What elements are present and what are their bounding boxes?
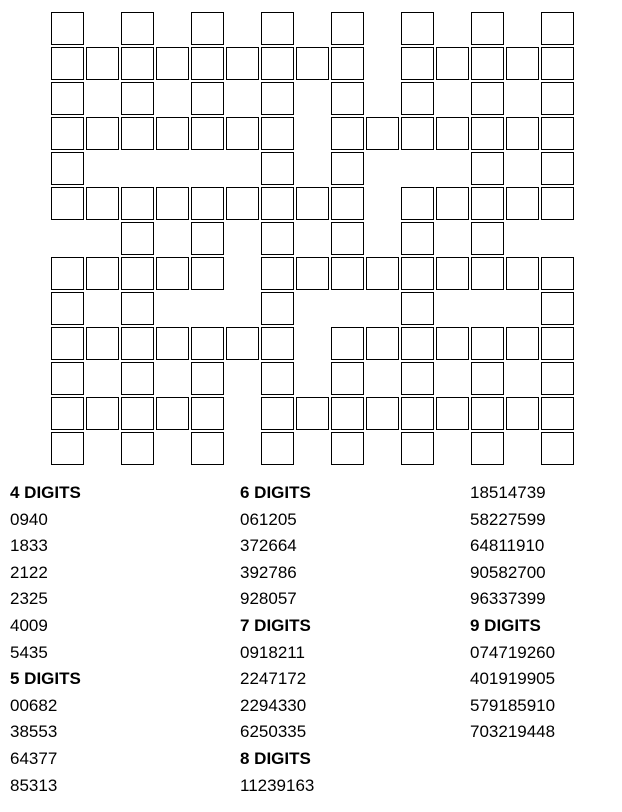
word-list-column-3 <box>470 480 622 746</box>
grid-cell[interactable] <box>401 117 434 150</box>
grid-cell[interactable] <box>86 327 119 360</box>
number-entry: 96337399 <box>470 589 546 609</box>
grid-cell[interactable] <box>331 257 364 290</box>
grid-cell[interactable] <box>436 187 469 220</box>
number-entry: 4009 <box>10 615 48 635</box>
grid-cell[interactable] <box>86 47 119 80</box>
grid-cell[interactable] <box>296 47 329 80</box>
word-list-column-2 <box>240 480 440 799</box>
grid-cell[interactable] <box>506 187 539 220</box>
grid-cell[interactable] <box>471 397 504 430</box>
grid-cell[interactable] <box>261 362 294 395</box>
number-entry: 2247172 <box>240 669 307 689</box>
grid-cell[interactable] <box>506 117 539 150</box>
grid-cell[interactable] <box>191 12 224 45</box>
number-entry: 11239163 <box>240 775 315 795</box>
grid-cell[interactable] <box>541 327 574 360</box>
number-entry: 38553 <box>10 722 58 742</box>
number-entry: 579185910 <box>470 695 556 715</box>
grid-cell[interactable] <box>331 187 364 220</box>
grid-cell[interactable] <box>156 397 189 430</box>
grid-cell[interactable] <box>121 12 154 45</box>
length-heading: 8 DIGITS <box>240 748 311 768</box>
grid-cell[interactable] <box>191 47 224 80</box>
number-entry: 1833 <box>10 536 48 556</box>
grid-cell[interactable] <box>541 82 574 115</box>
grid-cell[interactable] <box>121 292 154 325</box>
grid-cell[interactable] <box>436 397 469 430</box>
grid-cell[interactable] <box>541 12 574 45</box>
grid-cell[interactable] <box>296 257 329 290</box>
grid-cell[interactable] <box>86 187 119 220</box>
grid-cell[interactable] <box>261 397 294 430</box>
grid-cell[interactable] <box>261 292 294 325</box>
number-entry: 6250335 <box>240 722 307 742</box>
grid-cell[interactable] <box>471 327 504 360</box>
grid-cell[interactable] <box>51 117 84 150</box>
grid-cell[interactable] <box>261 257 294 290</box>
number-entry: 18514739 <box>470 483 546 502</box>
number-entry: 2325 <box>10 589 48 609</box>
number-entry: 372664 <box>240 536 297 556</box>
grid-cell[interactable] <box>121 187 154 220</box>
grid-cell[interactable] <box>331 82 364 115</box>
grid-cell[interactable] <box>471 257 504 290</box>
grid-cell[interactable] <box>506 327 539 360</box>
grid-cell[interactable] <box>226 187 259 220</box>
grid-cell[interactable] <box>401 187 434 220</box>
grid-cell[interactable] <box>226 47 259 80</box>
grid-cell[interactable] <box>191 82 224 115</box>
grid-cell[interactable] <box>401 397 434 430</box>
number-entry: 64377 <box>10 748 58 768</box>
grid-cell[interactable] <box>401 47 434 80</box>
length-heading: 5 DIGITS <box>10 669 81 689</box>
grid-cell[interactable] <box>51 397 84 430</box>
number-entry: 074719260 <box>470 642 556 662</box>
grid-cell[interactable] <box>191 362 224 395</box>
grid-cell[interactable] <box>86 397 119 430</box>
length-heading: 9 DIGITS <box>470 615 541 635</box>
grid-cell[interactable] <box>541 432 574 465</box>
grid-cell[interactable] <box>401 82 434 115</box>
grid-cell[interactable] <box>51 257 84 290</box>
length-heading: 4 DIGITS <box>10 483 81 502</box>
number-entry: 0940 <box>10 509 48 529</box>
grid-cell[interactable] <box>401 292 434 325</box>
number-entry: 58227599 <box>470 509 546 529</box>
grid-cell[interactable] <box>331 117 364 150</box>
grid-cell[interactable] <box>51 12 84 45</box>
grid-cell[interactable] <box>191 432 224 465</box>
grid-cell[interactable] <box>191 397 224 430</box>
grid-cell[interactable] <box>261 12 294 45</box>
grid-cell[interactable] <box>331 362 364 395</box>
grid-cell[interactable] <box>506 47 539 80</box>
grid-cell[interactable] <box>331 47 364 80</box>
number-entry: 5435 <box>10 642 48 662</box>
grid-cell[interactable] <box>51 82 84 115</box>
grid-cell[interactable] <box>51 187 84 220</box>
grid-cell[interactable] <box>121 117 154 150</box>
grid-cell[interactable] <box>471 82 504 115</box>
grid-cell[interactable] <box>541 257 574 290</box>
number-entry: 061205 <box>240 509 297 529</box>
grid-cell[interactable] <box>261 82 294 115</box>
number-entry: 90582700 <box>470 562 546 582</box>
grid-cell[interactable] <box>261 47 294 80</box>
grid-cell[interactable] <box>331 432 364 465</box>
grid-cell[interactable] <box>541 362 574 395</box>
grid-cell[interactable] <box>541 152 574 185</box>
grid-cell[interactable] <box>156 327 189 360</box>
grid-cell[interactable] <box>86 117 119 150</box>
grid-cell[interactable] <box>296 187 329 220</box>
grid-cell[interactable] <box>541 117 574 150</box>
grid-cell[interactable] <box>191 257 224 290</box>
grid-cell[interactable] <box>121 432 154 465</box>
grid-cell[interactable] <box>121 362 154 395</box>
grid-cell[interactable] <box>261 327 294 360</box>
grid-cell[interactable] <box>436 327 469 360</box>
grid-cell[interactable] <box>226 327 259 360</box>
grid-cell[interactable] <box>436 47 469 80</box>
grid-cell[interactable] <box>191 187 224 220</box>
grid-cell[interactable] <box>541 397 574 430</box>
grid-cell[interactable] <box>331 397 364 430</box>
number-entry: 64811910 <box>470 536 545 556</box>
number-entry: 2294330 <box>240 695 307 715</box>
grid-cell[interactable] <box>121 222 154 255</box>
grid-cell[interactable] <box>401 12 434 45</box>
grid-cell[interactable] <box>121 257 154 290</box>
grid-cell[interactable] <box>436 117 469 150</box>
grid-cell[interactable] <box>156 257 189 290</box>
grid-cell[interactable] <box>51 432 84 465</box>
grid-cell[interactable] <box>51 327 84 360</box>
grid-cell[interactable] <box>436 257 469 290</box>
grid-cell[interactable] <box>51 362 84 395</box>
grid-cell[interactable] <box>471 187 504 220</box>
grid-cell[interactable] <box>401 257 434 290</box>
grid-cell[interactable] <box>331 222 364 255</box>
length-heading: 7 DIGITS <box>240 615 311 635</box>
grid-cell[interactable] <box>541 187 574 220</box>
grid-cell[interactable] <box>191 222 224 255</box>
grid-cell[interactable] <box>401 362 434 395</box>
grid-cell[interactable] <box>366 257 399 290</box>
grid-cell[interactable] <box>51 152 84 185</box>
grid-cell[interactable] <box>366 117 399 150</box>
number-entry: 401919905 <box>470 669 556 689</box>
grid-cell[interactable] <box>471 47 504 80</box>
number-entry: 2122 <box>10 562 48 582</box>
grid-cell[interactable] <box>261 432 294 465</box>
grid-cell[interactable] <box>121 47 154 80</box>
grid-cell[interactable] <box>471 362 504 395</box>
grid-cell[interactable] <box>156 47 189 80</box>
number-entry: 85313 <box>10 775 58 795</box>
grid-cell[interactable] <box>541 47 574 80</box>
grid-cell[interactable] <box>156 117 189 150</box>
grid-cell[interactable] <box>261 222 294 255</box>
grid-cell[interactable] <box>86 257 119 290</box>
grid-cell[interactable] <box>261 187 294 220</box>
number-entry: 392786 <box>240 562 297 582</box>
grid-cell[interactable] <box>506 257 539 290</box>
grid-cell[interactable] <box>121 397 154 430</box>
grid-cell[interactable] <box>261 117 294 150</box>
grid-cell[interactable] <box>366 327 399 360</box>
grid-cell[interactable] <box>401 222 434 255</box>
number-entry: 00682 <box>10 695 58 715</box>
grid-cell[interactable] <box>506 397 539 430</box>
number-entry: 0918211 <box>240 642 305 662</box>
grid-cell[interactable] <box>541 292 574 325</box>
grid-cell[interactable] <box>156 187 189 220</box>
grid-cell[interactable] <box>331 327 364 360</box>
grid-cell[interactable] <box>331 152 364 185</box>
grid-cell[interactable] <box>51 292 84 325</box>
grid-cell[interactable] <box>401 432 434 465</box>
grid-cell[interactable] <box>121 82 154 115</box>
length-heading: 6 DIGITS <box>240 483 311 502</box>
number-entry: 928057 <box>240 589 297 609</box>
grid-cell[interactable] <box>191 327 224 360</box>
grid-cell[interactable] <box>296 397 329 430</box>
grid-cell[interactable] <box>471 12 504 45</box>
grid-cell[interactable] <box>121 327 154 360</box>
grid-cell[interactable] <box>51 47 84 80</box>
grid-cell[interactable] <box>401 327 434 360</box>
grid-cell[interactable] <box>331 12 364 45</box>
grid-cell[interactable] <box>226 117 259 150</box>
grid-cell[interactable] <box>366 397 399 430</box>
grid-cell[interactable] <box>261 152 294 185</box>
grid-cell[interactable] <box>471 222 504 255</box>
number-entry: 703219448 <box>470 722 556 742</box>
grid-cell[interactable] <box>471 117 504 150</box>
word-list-column-1 <box>10 480 210 799</box>
grid-cell[interactable] <box>471 152 504 185</box>
grid-cell[interactable] <box>471 432 504 465</box>
grid-cell[interactable] <box>191 117 224 150</box>
